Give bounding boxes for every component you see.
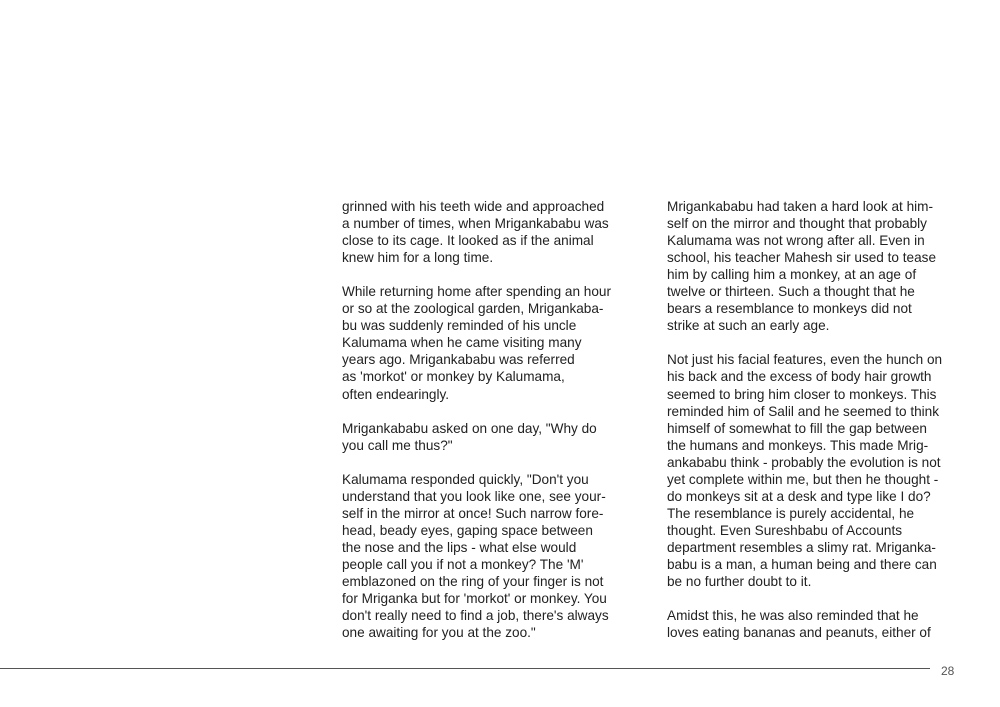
left-text-column bbox=[342, 198, 642, 658]
text-line: the nose and the lips - what else would bbox=[342, 539, 577, 555]
text-line: babu is a man, a human being and there can bbox=[667, 556, 937, 572]
text-line: self in the mirror at once! Such narrow fore- bbox=[342, 505, 604, 521]
paragraph bbox=[342, 420, 642, 454]
page-number: 28 bbox=[941, 664, 955, 678]
text-line: Kalumama was not wrong after all. Even in bbox=[667, 233, 925, 249]
text-line: you call me thus?" bbox=[342, 437, 453, 453]
text-line: don't really need to find a job, there's always bbox=[342, 608, 609, 624]
text-line: thought. Even Sureshbabu of Accounts bbox=[667, 522, 903, 538]
paragraph bbox=[342, 283, 642, 402]
text-line: as 'morkot' or monkey by Kalumama, bbox=[342, 369, 565, 385]
paragraph bbox=[667, 351, 967, 590]
text-line: bu was suddenly reminded of his uncle bbox=[342, 318, 577, 334]
right-text-column bbox=[667, 198, 967, 658]
paragraph bbox=[342, 471, 642, 641]
paragraph bbox=[667, 607, 967, 641]
text-line: himself of somewhat to fill the gap between bbox=[667, 420, 927, 436]
text-line: loves eating bananas and peanuts, either of bbox=[667, 625, 931, 641]
paragraph bbox=[667, 198, 967, 334]
text-line: the humans and monkeys. This made Mrig- bbox=[667, 437, 929, 453]
text-line: Not just his facial features, even the hunch on bbox=[667, 352, 943, 368]
text-line: emblazoned on the ring of your finger is not bbox=[342, 574, 604, 590]
text-line: people call you if not a monkey? The 'M' bbox=[342, 556, 584, 572]
text-line: twelve or thirteen. Such a thought that he bbox=[667, 284, 915, 300]
text-line: do monkeys sit at a desk and type like I do? bbox=[667, 488, 931, 504]
text-line: him by calling him a monkey, at an age of bbox=[667, 267, 917, 283]
text-line: bears a resemblance to monkeys did not bbox=[667, 301, 912, 317]
text-line: grinned with his teeth wide and approached bbox=[342, 199, 605, 214]
text-line: understand that you look like one, see your- bbox=[342, 488, 606, 504]
text-line: often endearingly. bbox=[342, 386, 450, 402]
text-line: Mrigankababu asked on one day, "Why do bbox=[342, 420, 597, 436]
text-line: ankababu think - probably the evolution is not bbox=[667, 454, 941, 470]
text-line: a number of times, when Mrigankababu was bbox=[342, 216, 609, 232]
text-line: close to its cage. It looked as if the animal bbox=[342, 233, 594, 249]
text-line: reminded him of Salil and he seemed to think bbox=[667, 403, 940, 419]
text-line: head, beady eyes, gaping space between bbox=[342, 522, 593, 538]
text-line: years ago. Mrigankababu was referred bbox=[342, 352, 575, 368]
text-line: seemed to bring him closer to monkeys. This bbox=[667, 386, 937, 402]
text-line: knew him for a long time. bbox=[342, 250, 494, 266]
text-line: one awaiting for you at the zoo." bbox=[342, 625, 536, 641]
text-line: for Mriganka but for 'morkot' or monkey. You bbox=[342, 591, 607, 607]
text-line: Kalumama when he came visiting many bbox=[342, 335, 582, 351]
paragraph bbox=[342, 198, 642, 266]
text-line: self on the mirror and thought that probably bbox=[667, 216, 927, 232]
text-line: Amidst this, he was also reminded that he bbox=[667, 608, 919, 624]
text-line: The resemblance is purely accidental, he bbox=[667, 505, 915, 521]
text-line: Mrigankababu had taken a hard look at him- bbox=[667, 199, 933, 214]
footer-rule bbox=[0, 668, 930, 669]
text-line: school, his teacher Mahesh sir used to tease bbox=[667, 250, 937, 266]
text-line: Kalumama responded quickly, "Don't you bbox=[342, 471, 589, 487]
text-line: strike at such an early age. bbox=[667, 318, 830, 334]
text-line: department resembles a slimy rat. Mriganka- bbox=[667, 539, 936, 555]
text-line: be no further doubt to it. bbox=[667, 574, 812, 590]
text-line: his back and the excess of body hair growth bbox=[667, 369, 932, 385]
text-line: or so at the zoological garden, Mrigankaba- bbox=[342, 301, 604, 317]
text-line: yet complete within me, but then he thought - bbox=[667, 471, 939, 487]
text-line: While returning home after spending an hour bbox=[342, 284, 612, 300]
